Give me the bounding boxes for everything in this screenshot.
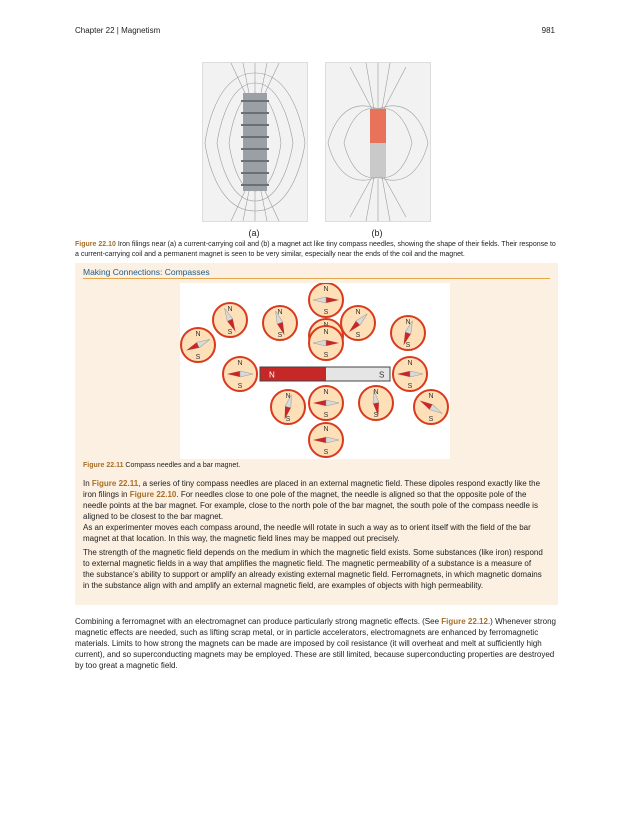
compass-s-label: S bbox=[323, 449, 329, 456]
compass bbox=[223, 357, 257, 391]
title-divider bbox=[83, 278, 550, 279]
compass-n-label: N bbox=[285, 393, 291, 400]
compass-diagram bbox=[180, 283, 450, 459]
compass bbox=[309, 386, 343, 420]
compass bbox=[359, 386, 393, 420]
compass bbox=[393, 357, 427, 391]
figure-label: Figure 22.11 bbox=[83, 462, 124, 469]
figure-22-11-caption bbox=[83, 462, 240, 469]
page-number: 981 bbox=[541, 26, 555, 35]
compass bbox=[263, 306, 297, 340]
figure-22-12-link[interactable]: Figure 22.12 bbox=[441, 617, 488, 626]
compass-s-label: S bbox=[237, 383, 243, 390]
compass-n-label: N bbox=[405, 319, 411, 326]
compass-n-label: N bbox=[237, 360, 243, 367]
compass-n-label: N bbox=[323, 329, 329, 336]
compass bbox=[309, 423, 343, 457]
compass-n-label: N bbox=[195, 331, 201, 338]
compass-n-label: N bbox=[323, 426, 329, 433]
compass-n-label: N bbox=[323, 286, 329, 293]
iron-filings-coil-photo bbox=[202, 62, 308, 222]
compass-s-label: S bbox=[373, 412, 379, 419]
compass-n-label: N bbox=[373, 389, 379, 396]
compass-n-label: N bbox=[355, 309, 361, 316]
compass bbox=[414, 390, 448, 424]
compass-s-label: S bbox=[277, 332, 283, 339]
compass-n-label: N bbox=[407, 360, 413, 367]
compass-s-label: S bbox=[195, 354, 201, 361]
compass bbox=[309, 326, 343, 360]
magnet-south-pole-label: S bbox=[379, 370, 385, 380]
caption-text: Iron filings near (a) a current-carrying coil and (b) a magnet act like tiny compass needles, showing the shape of their fields. Their response to a current-carrying coil and a permanent magnet is seen to be very similar, especially near the ends of the coil and the magnet. bbox=[75, 241, 556, 258]
compass-s-label: S bbox=[323, 309, 329, 316]
photo-a-label: (a) bbox=[248, 228, 260, 238]
figure-label: Figure 22.10 bbox=[75, 241, 116, 248]
compass-s-label: S bbox=[405, 342, 411, 349]
compass bbox=[391, 316, 425, 350]
chapter-title: Chapter 22 | Magnetism bbox=[75, 26, 161, 35]
figure-22-10-caption bbox=[75, 240, 557, 260]
main-paragraph: Combining a ferromagnet with an electromagnet can produce particularly strong magnetic effects. (See Figure 22.12.) Whenever strong magnetic effects are needed, such as lifting scrap metal, or in particle accelerators, electromagnets are enhanced by ferromagnetic materials. Limits to how strong the magnets can be made are imposed by coil resistance (it will overheat and melt at sufficiently high current), and so superconducting magnets may be employed. These are still limited, because superconducting properties are destroyed by too great a magnetic field. bbox=[75, 617, 556, 670]
paragraph-3: The strength of the magnetic field depends on the medium in which the magnetic field exists. Some substances (like iron) respond to external magnetic fields in a way that amplifies the magnetic field. The magnetic permeability of a substance is a measure of the substance’s ability to support or amplify an already existing external magnetic field. Ferromagnets, in which magnetic domains in the substance align with and amplify an external magnetic field, are examples of objects with high permeability. bbox=[83, 548, 543, 590]
compass-n-label: N bbox=[227, 306, 233, 313]
compass-s-label: S bbox=[285, 416, 291, 423]
compass-s-label: S bbox=[323, 412, 329, 419]
compass-s-label: S bbox=[227, 329, 233, 336]
photo-b-label: (b) bbox=[371, 228, 383, 238]
compass-s-label: S bbox=[407, 383, 413, 390]
making-connections-box bbox=[75, 263, 558, 605]
compass bbox=[341, 306, 375, 340]
compass-s-label: S bbox=[323, 352, 329, 359]
figure-22-11-link[interactable]: Figure 22.11 bbox=[91, 479, 139, 488]
compass bbox=[271, 390, 305, 424]
box-title: Making Connections: Compasses bbox=[83, 267, 210, 277]
figure-22-10-link[interactable]: Figure 22.10 bbox=[129, 490, 177, 499]
paragraph-2: As an experimenter moves each compass around, the needle will rotate in such a way as to orient itself with the field of the bar magnet at that location. In this way, the magnetic field lines may be mapped out precisely. bbox=[83, 523, 531, 543]
iron-filings-magnet-photo bbox=[325, 62, 431, 222]
compass-n-label: N bbox=[428, 393, 434, 400]
compass bbox=[213, 303, 247, 337]
compass bbox=[309, 283, 343, 317]
magnet-north-pole-label: N bbox=[269, 370, 275, 380]
compass bbox=[181, 328, 215, 362]
caption-text: Compass needles and a bar magnet. bbox=[125, 462, 241, 469]
compass-s-label: S bbox=[355, 332, 361, 339]
compass-s-label: S bbox=[428, 416, 434, 423]
compass-n-label: N bbox=[277, 309, 283, 316]
bar-magnet bbox=[260, 367, 390, 381]
compass-n-label: N bbox=[323, 389, 329, 396]
paragraph-1: In Figure 22.11, a series of tiny compass needles are placed in an external magnetic field. These dipoles respond exactly like the iron filings in Figure 22.10. For needles close to one pole of the magnet, the needle is aligned so that the opposite pole of the needle points at the bar magnet. For example, close to the north pole of the bar magnet, the south pole of the compass needle is aligned to be closest to the bar magnet. bbox=[83, 479, 541, 521]
